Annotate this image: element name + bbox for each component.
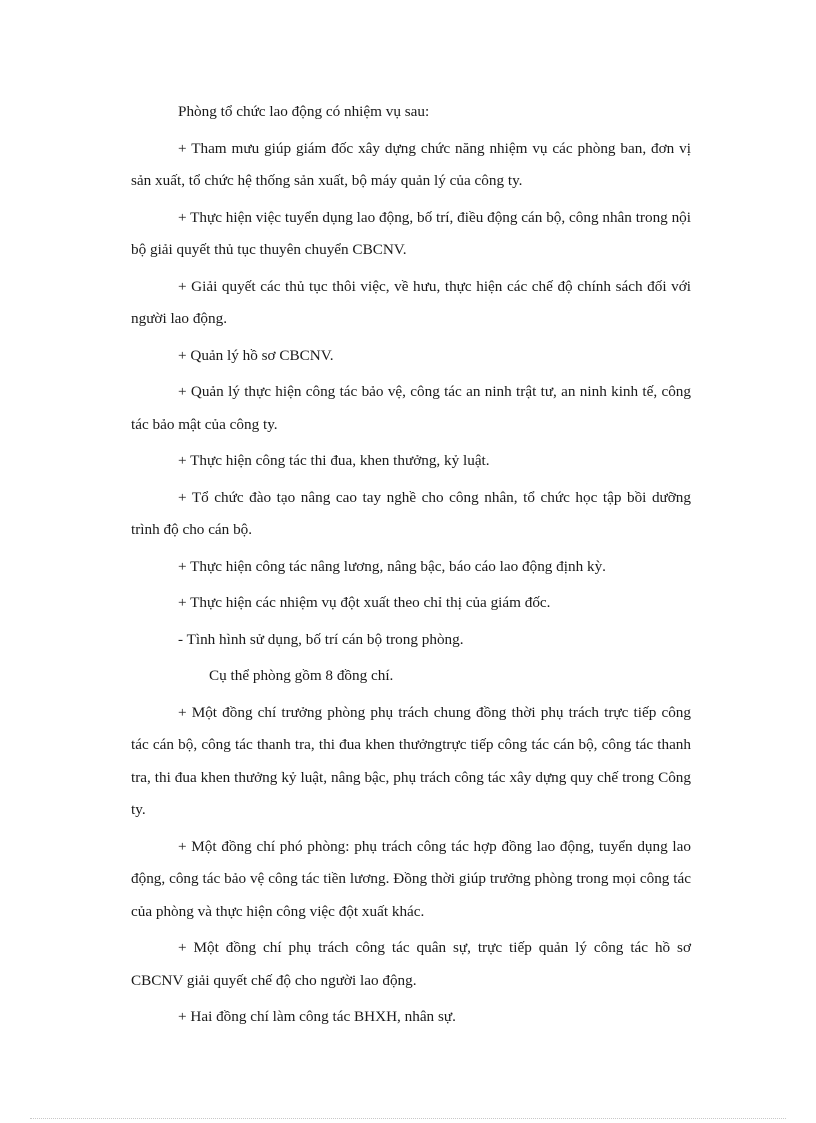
duty-paragraph-1: + Tham mưu giúp giám đốc xây dựng chức năng nhiệm vụ các phòng ban, đơn vị sản xuất, tổ chức hệ thống sản xuất, bộ máy quản lý của công ty. [131,139,691,189]
duty-paragraph-4: + Quản lý hồ sơ CBCNV. [178,346,334,364]
duty-paragraph-6: + Thực hiện công tác thi đua, khen thưởng, kỷ luật. [178,452,490,469]
staff-paragraph-1: + Một đồng chí trưởng phòng phụ trách chung đồng thời phụ trách trực tiếp công tác cán bộ, công tác thanh tra, thi đua khen thưởngtrực tiếp công tác cán bộ, công tác thanh tra, thi đua khen thưởng kỷ luật, nâng bậc, phụ trách công tác xây dựng quy chế trong Công ty. [131,703,691,818]
document-body [131,96,691,1038]
duty-paragraph-8: + Thực hiện công tác nâng lương, nâng bậc, báo cáo lao động định kỳ. [178,557,606,575]
staff-paragraph-3: + Một đồng chí phụ trách công tác quân sự, trực tiếp quản lý công tác hồ sơ CBCNV giải quyết chế độ cho người lao động. [131,939,691,989]
duty-paragraph-2: + Thực hiện việc tuyển dụng lao động, bố trí, điều động cán bộ, công nhân trong nội bộ giải quyết thủ tục thuyên chuyển CBCNV. [131,208,691,258]
staffing-heading: - Tình hình sử dụng, bố trí cán bộ trong phòng. [178,630,464,648]
staff-paragraph-4: + Hai đồng chí làm công tác BHXH, nhân sự. [178,1008,456,1025]
duty-paragraph-9: + Thực hiện các nhiệm vụ đột xuất theo chỉ thị của giám đốc. [178,594,551,611]
duty-paragraph-5: + Quản lý thực hiện công tác bảo vệ, công tác an ninh trật tư, an ninh kinh tế, công tác bảo mật của công ty. [131,383,691,433]
staff-paragraph-2: + Một đồng chí phó phòng: phụ trách công tác hợp đồng lao động, tuyển dụng lao động, công tác bảo vệ công tác tiền lương. Đồng thời giúp trưởng phòng trong mọi công tác của phòng và thực hiện công việc đột xuất khác. [131,837,691,920]
staffing-count: Cụ thể phòng gồm 8 đồng chí. [209,667,394,684]
page-bottom-divider [30,1118,786,1119]
duty-paragraph-7: + Tổ chức đào tạo nâng cao tay nghề cho công nhân, tổ chức học tập bồi dưỡng trình độ cho cán bộ. [131,488,691,538]
intro-paragraph: Phòng tổ chức lao động có nhiệm vụ sau: [178,103,430,120]
duty-paragraph-3: + Giải quyết các thủ tục thôi việc, về hưu, thực hiện các chế độ chính sách đối với người lao động. [131,277,691,327]
